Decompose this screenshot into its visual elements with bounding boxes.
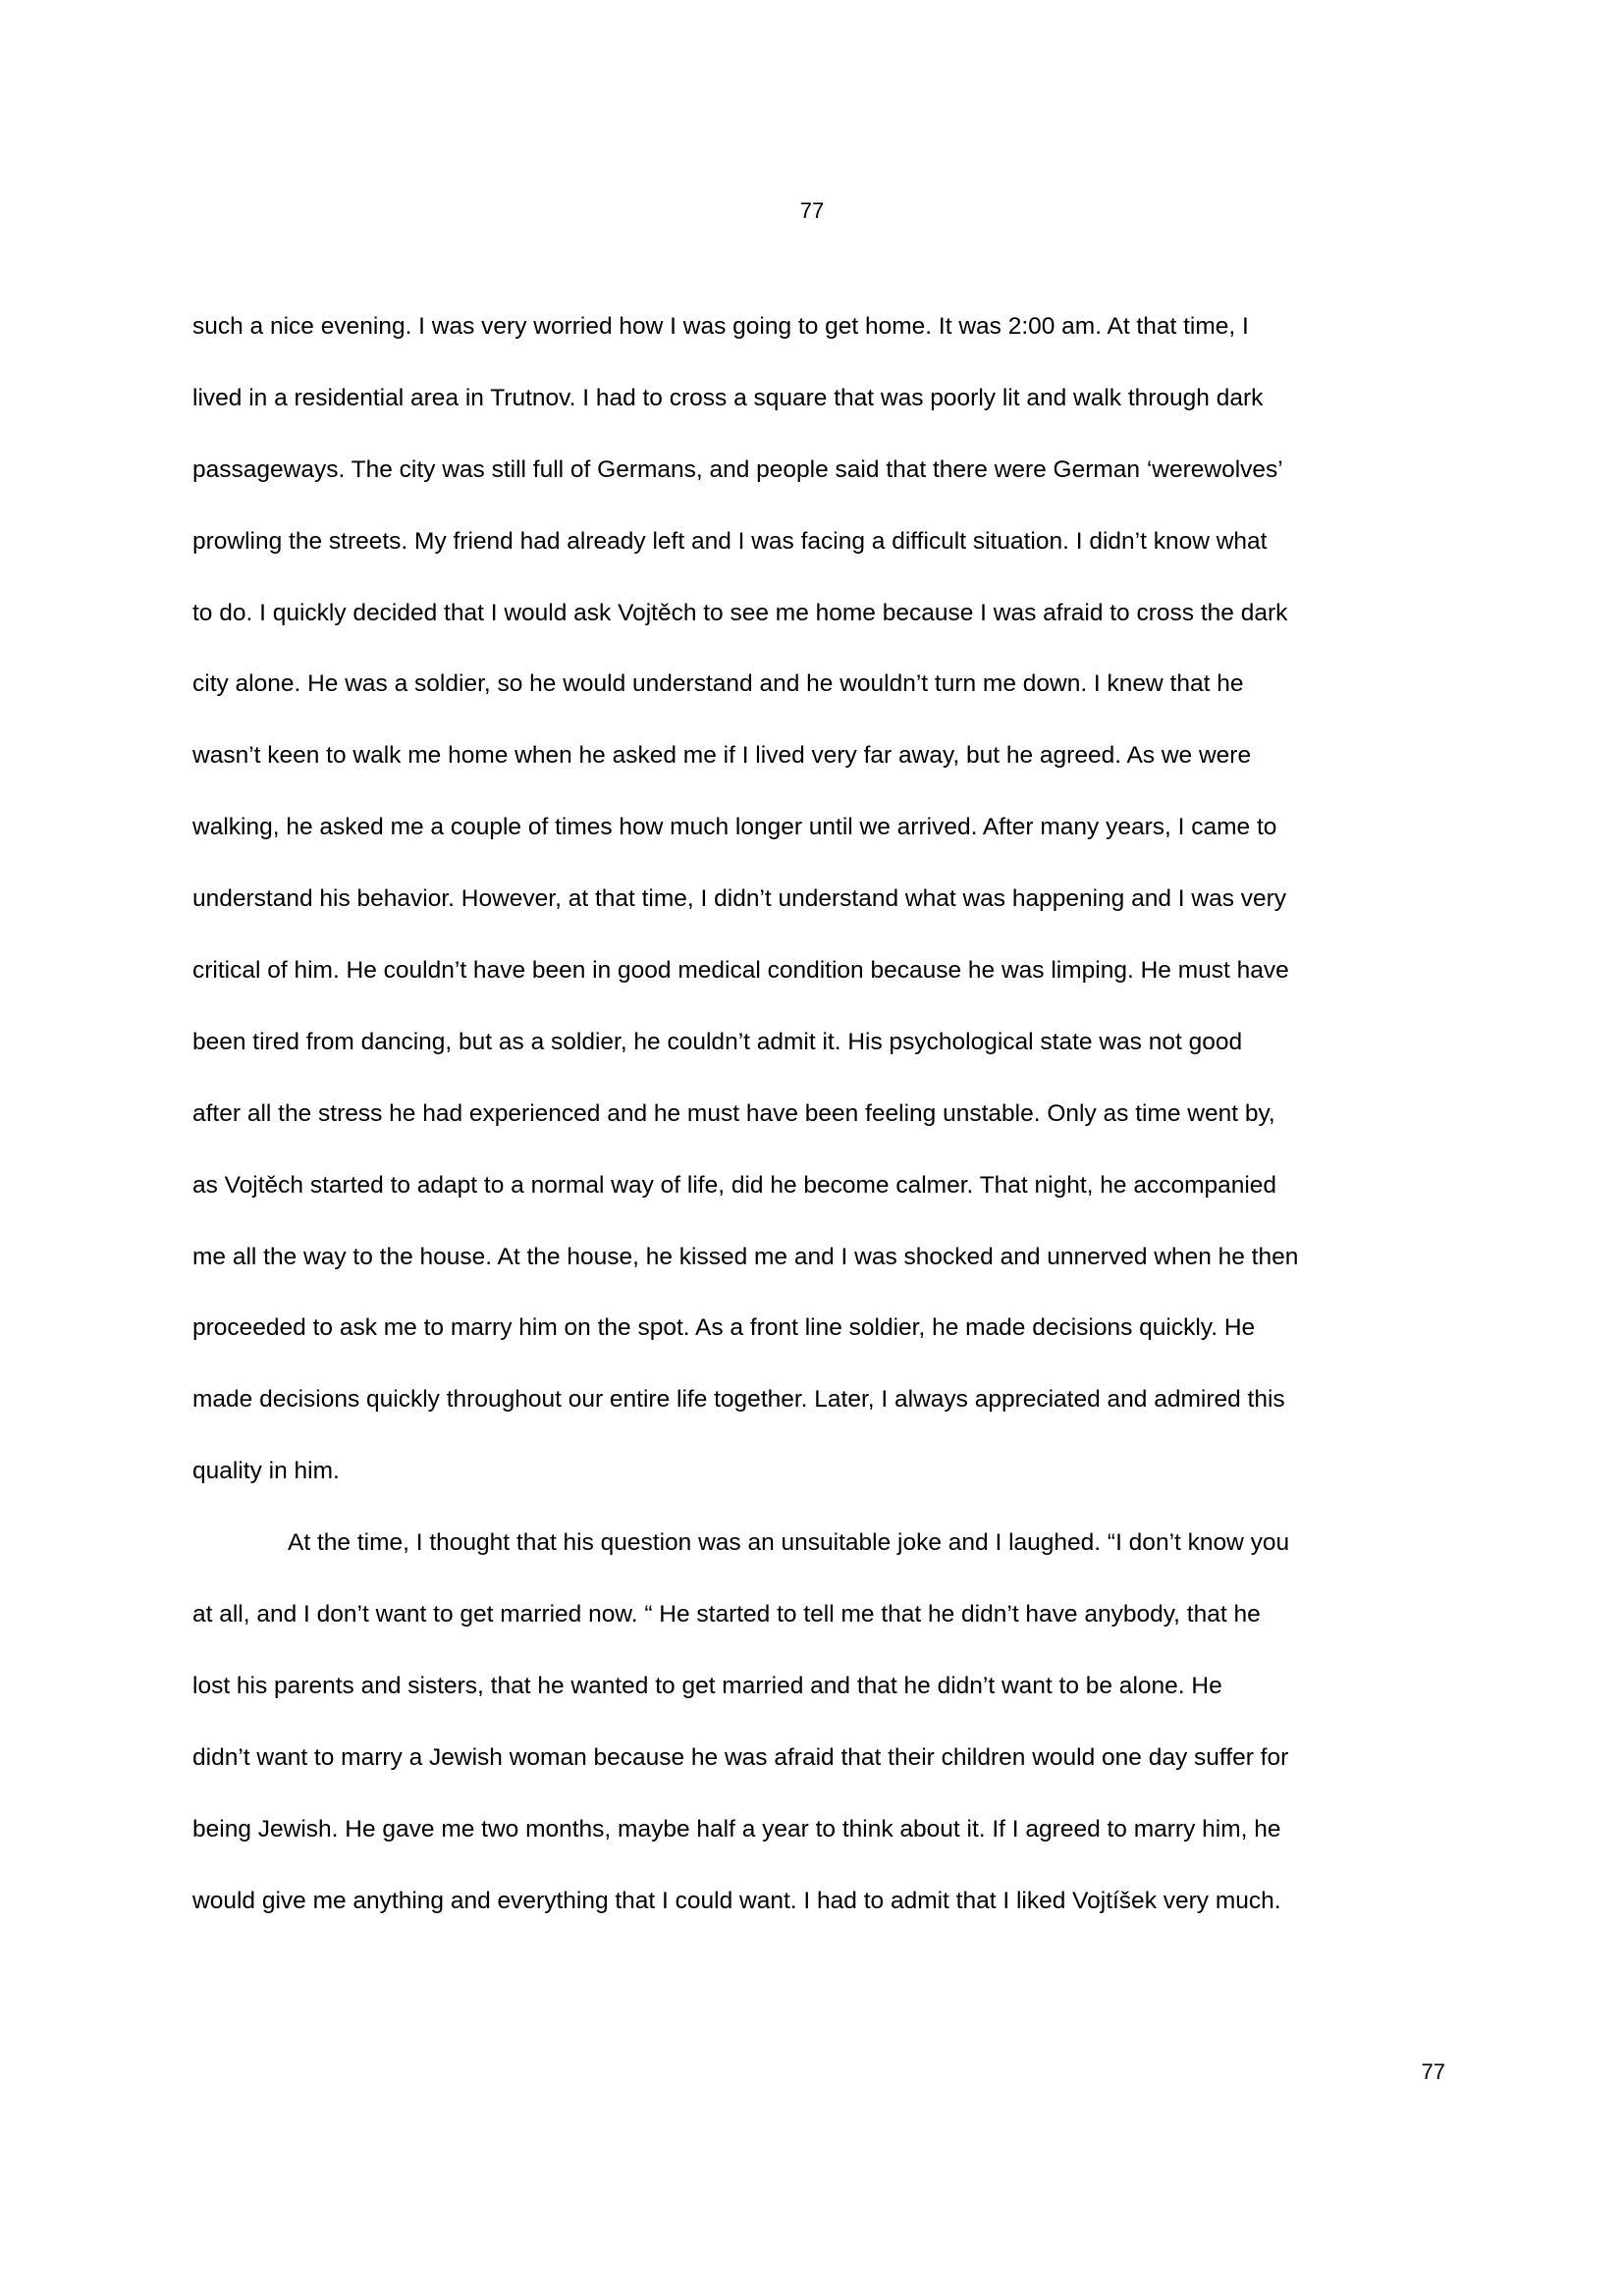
text-line: lived in a residential area in Trutnov. I had to cross a square that was poorly lit and walk through dark [192, 384, 1264, 411]
text-line: lost his parents and sisters, that he wanted to get married and that he didn’t want to be alone. He [192, 1672, 1222, 1699]
text-line: would give me anything and everything that I could want. I had to admit that I liked Vojtíšek very much. [192, 1887, 1281, 1914]
text-line: being Jewish. He gave me two months, maybe half a year to think about it. If I agreed to marry him, he [192, 1815, 1281, 1842]
text-line: prowling the streets. My friend had already left and I was facing a difficult situation. I didn’t know what [192, 527, 1268, 555]
text-line: walking, he asked me a couple of times how much longer until we arrived. After many years, I came to [192, 814, 1277, 841]
page-number-bottom: 77 [1421, 2059, 1445, 2084]
text-line: me all the way to the house. At the house, he kissed me and I was shocked and unnerved when he then [192, 1243, 1299, 1270]
text-line: at all, and I don’t want to get married now. “ He started to tell me that he didn’t have anybody, that he [192, 1601, 1261, 1629]
paragraph-first-line: At the time, I thought that his question was an unsuitable joke and I laughed. “I don’t know you [288, 1529, 1290, 1557]
text-line: made decisions quickly throughout our entire life together. Later, I always appreciated and admired this [192, 1386, 1285, 1414]
text-line: critical of him. He couldn’t have been in good medical condition because he was limping. He must have [192, 957, 1289, 985]
text-line: wasn’t keen to walk me home when he asked me if I lived very far away, but he agreed. As we were [192, 742, 1252, 770]
text-line: understand his behavior. However, at that time, I didn’t understand what was happening and I was very [192, 885, 1287, 913]
text-line: to do. I quickly decided that I would ask Vojtěch to see me home because I was afraid to cross the dark [192, 599, 1288, 626]
text-line: didn’t want to marry a Jewish woman because he was afraid that their children would one day suffer for [192, 1743, 1289, 1771]
text-line: such a nice evening. I was very worried how I was going to get home. It was 2:00 am. At that time, I [192, 313, 1249, 340]
body-text [192, 292, 1459, 1937]
text-line: proceeded to ask me to marry him on the spot. As a front line soldier, he made decisions quickly. He [192, 1314, 1256, 1342]
text-line: quality in him. [192, 1458, 340, 1485]
text-line: been tired from dancing, but as a soldier, he couldn’t admit it. His psychological state was not good [192, 1028, 1243, 1055]
text-line: after all the stress he had experienced and he must have been feeling unstable. Only as time went by, [192, 1099, 1275, 1127]
text-line: city alone. He was a soldier, so he would understand and he wouldn’t turn me down. I knew that he [192, 670, 1244, 698]
text-line: passageways. The city was still full of Germans, and people said that there were German ‘werewolves’ [192, 455, 1283, 483]
page-number-top: 77 [799, 198, 825, 223]
text-line: as Vojtěch started to adapt to a normal way of life, did he become calmer. That night, he accompanied [192, 1171, 1277, 1199]
